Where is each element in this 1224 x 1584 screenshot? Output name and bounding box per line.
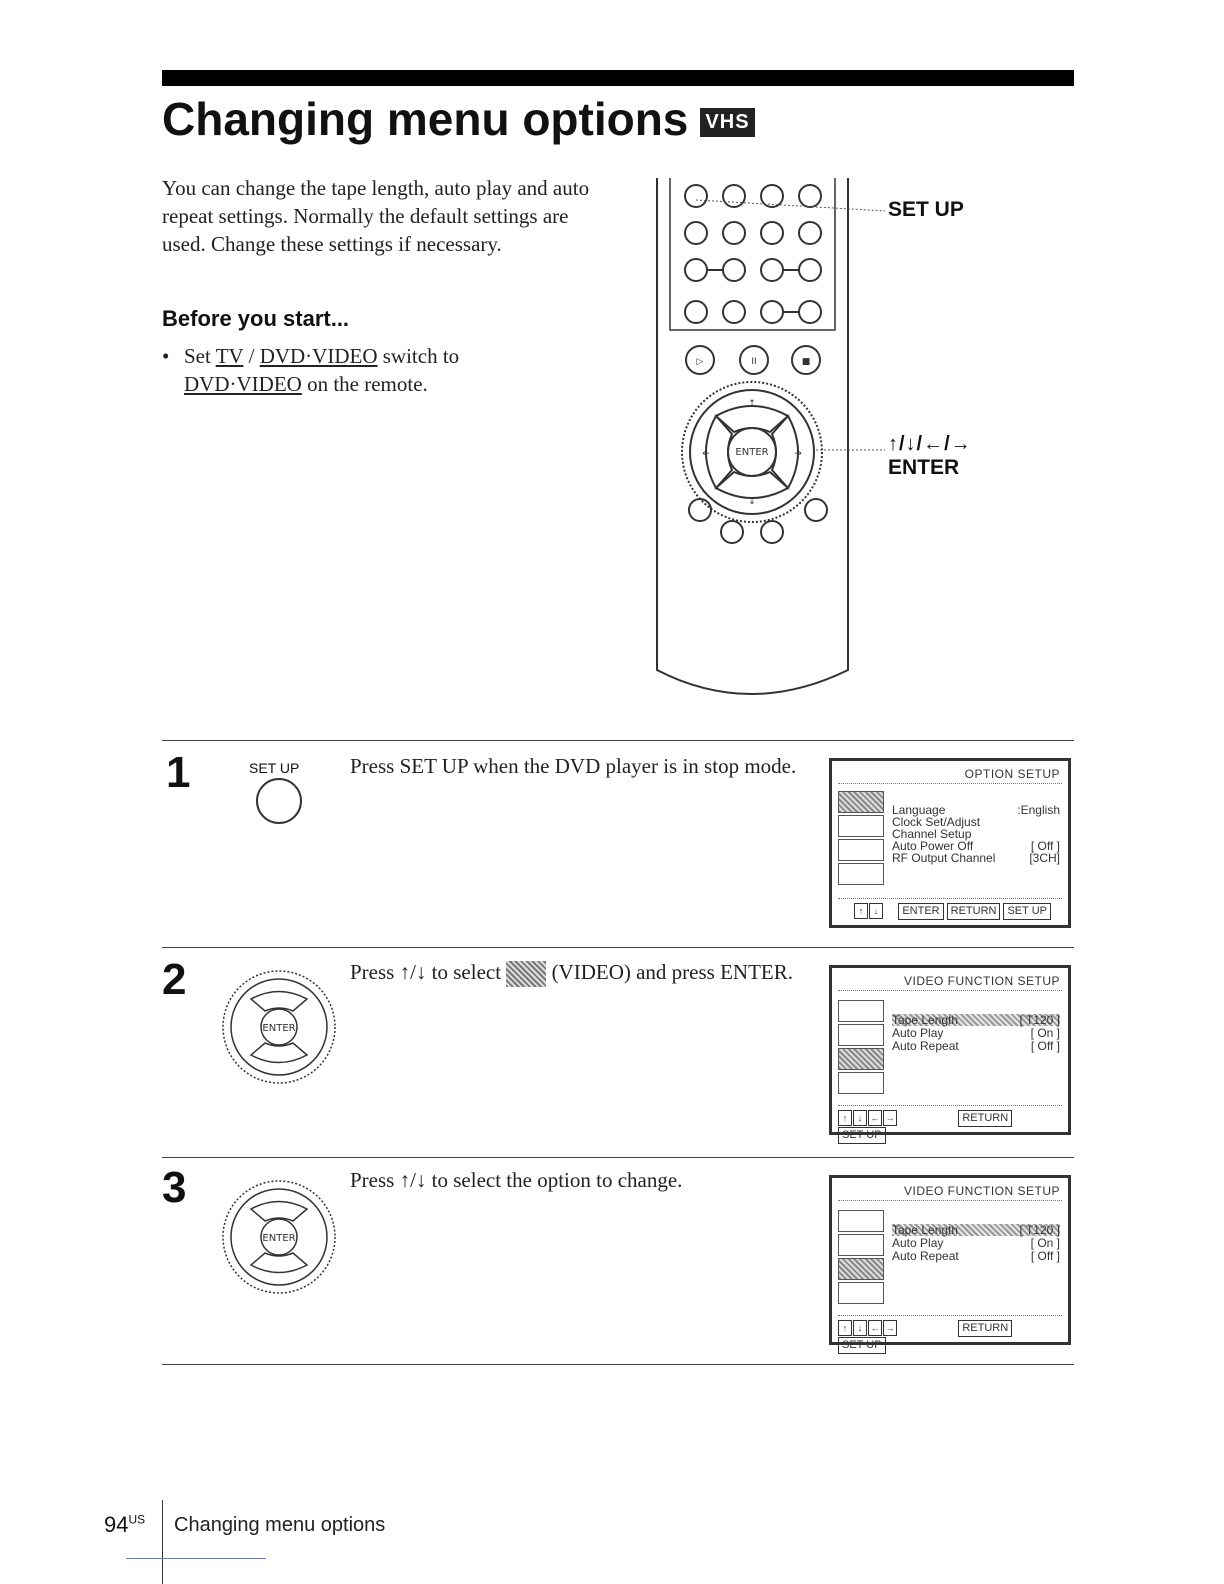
disc-icon <box>838 815 884 837</box>
osd-key: SET UP <box>1003 903 1051 920</box>
osd-row: Auto Repeat [ Off ] <box>892 1039 1060 1053</box>
prerequisite-bullet: • Set TV / DVD·VIDEO switch to DVD·VIDEO on the remote. <box>162 344 460 396</box>
enter-pad-icon <box>220 1178 338 1296</box>
osd-footer: ↑ ↓ ← → RETURNSET UP <box>838 1320 1062 1338</box>
setup-button-icon <box>254 776 304 826</box>
video-icon <box>506 961 546 987</box>
osd-row: Clock Set/Adjust <box>892 815 981 829</box>
svg-text:▷: ▷ <box>696 357 704 367</box>
osd-row: Auto Power Off [ Off ] <box>892 839 1060 853</box>
language-icon <box>838 1000 884 1022</box>
osd-row-selected: Tape Length [ T120 ] <box>892 1223 1060 1237</box>
enter-key-label: ENTER <box>735 447 769 458</box>
step-instruction: Press ↑/↓ to select the option to change. <box>350 1168 683 1192</box>
footer-divider <box>162 1500 163 1584</box>
remote-control-illustration <box>620 170 890 715</box>
osd-key: RETURN <box>958 1320 1012 1337</box>
osd-footer: ↑ ↓ ← → RETURNSET UP <box>838 1110 1062 1128</box>
step-number: 2 <box>162 955 187 1004</box>
step-divider <box>162 1157 1074 1158</box>
header-rule <box>162 70 1074 86</box>
osd-key: RETURN <box>947 903 1001 920</box>
step-divider <box>162 947 1074 948</box>
footer-underline <box>126 1558 266 1559</box>
page-number: $94^{US}$ <box>104 1512 146 1537</box>
video-icon <box>838 839 884 861</box>
osd-key: SET UP <box>838 1337 886 1354</box>
settings-icon <box>838 863 884 885</box>
up-arrow-icon: ↑ <box>854 903 868 919</box>
vhs-badge: VHS <box>700 108 754 137</box>
osd-row-selected: Tape Length [ T120 ] <box>892 1013 1060 1027</box>
osd-title: VIDEO FUNCTION SETUP <box>903 974 1060 988</box>
language-icon <box>838 1210 884 1232</box>
osd-key: SET UP <box>838 1127 886 1144</box>
step-instruction: Press SET UP when the DVD player is in stop mode. <box>350 754 797 778</box>
osd-key: RETURN <box>958 1110 1012 1127</box>
osd-video-function-setup <box>829 965 1071 1141</box>
svg-text:II: II <box>751 357 757 367</box>
before-you-start-heading: Before you start... <box>162 306 350 331</box>
footer-section-title: Changing menu options <box>174 1514 386 1536</box>
enter-pad-icon <box>220 968 338 1086</box>
settings-icon <box>838 1282 884 1304</box>
osd-key: ENTER <box>898 903 943 920</box>
svg-text:↑: ↑ <box>748 399 756 409</box>
osd-row: Channel Setup <box>892 827 972 841</box>
osd-video-function-setup <box>829 1175 1071 1351</box>
svg-text:→: → <box>794 449 802 459</box>
language-icon <box>838 791 884 813</box>
osd-row: Auto Repeat [ Off ] <box>892 1249 1060 1263</box>
osd-row: RF Output Channel [3CH] <box>892 851 1060 865</box>
step-divider <box>162 1364 1074 1365</box>
step-number: 3 <box>162 1163 187 1212</box>
down-arrow-icon: ↓ <box>869 903 883 919</box>
svg-text:↓: ↓ <box>748 497 756 507</box>
settings-icon <box>838 1072 884 1094</box>
disc-icon <box>838 1234 884 1256</box>
step-number: 1 <box>166 748 191 797</box>
setup-callout: SET UP <box>888 198 964 221</box>
arrows-callout: ↑/↓/←/→ <box>888 433 972 455</box>
osd-row: Auto Play [ On ] <box>892 1236 1060 1250</box>
tv-switch-label: TV <box>215 344 244 368</box>
disc-icon <box>838 1024 884 1046</box>
svg-text:←: ← <box>702 449 710 459</box>
page-title: Changing menu options VHS <box>162 92 755 146</box>
svg-text:■: ■ <box>801 357 811 367</box>
osd-title: OPTION SETUP <box>964 767 1060 781</box>
intro-text: You can change the tape length, auto play and auto repeat settings. Normally the default settings are used. Change these settings if necessary. <box>162 176 590 256</box>
step-instruction: Press ↑/↓ to select (VIDEO) and press ENTER. <box>350 958 800 987</box>
bullet-icon: • <box>162 344 170 368</box>
setup-button-label: SET UP <box>249 760 300 776</box>
osd-row: Language :English <box>892 803 1060 817</box>
osd-option-setup <box>829 758 1071 928</box>
dvd-video-switch-label: DVD·VIDEO <box>259 344 378 368</box>
osd-row: Auto Play [ On ] <box>892 1026 1060 1040</box>
osd-footer <box>838 903 1062 921</box>
svg-text:ENTER: ENTER <box>262 1233 296 1244</box>
osd-title: VIDEO FUNCTION SETUP <box>903 1184 1060 1198</box>
video-icon <box>838 1048 884 1070</box>
svg-text:ENTER: ENTER <box>262 1023 296 1034</box>
enter-callout: ENTER <box>888 456 960 479</box>
step-divider <box>162 740 1074 741</box>
video-icon <box>838 1258 884 1280</box>
